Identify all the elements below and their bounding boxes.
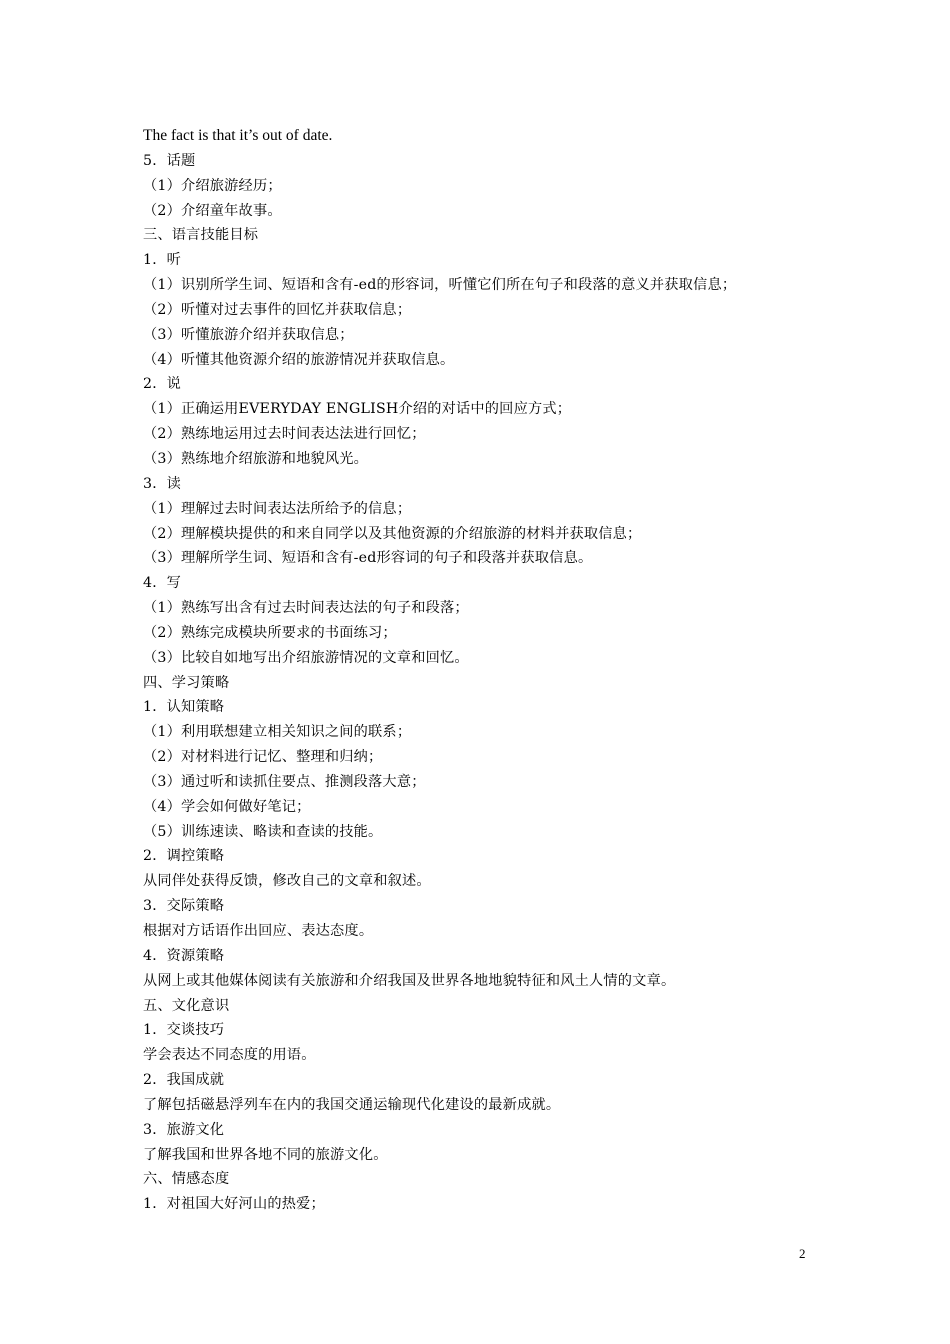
text-line: （3）熟练地介绍旅游和地貌风光。 <box>143 450 369 467</box>
text-line: （2）熟练完成模块所要求的书面练习； <box>143 624 397 641</box>
section-heading: 六、情感态度 <box>143 1171 230 1188</box>
section-heading: 5．话题 <box>143 152 196 169</box>
text-line: （2）对材料进行记忆、整理和归纳； <box>143 749 383 766</box>
text-line: （1）利用联想建立相关知识之间的联系； <box>143 724 412 741</box>
section-heading: 四、学习策略 <box>143 674 230 691</box>
text-line: （2）理解模块提供的和来自同学以及其他资源的介绍旅游的材料并获取信息； <box>143 525 642 542</box>
text-line: 从网上或其他媒体阅读有关旅游和介绍我国及世界各地地貌特征和风土人情的文章。 <box>143 972 676 989</box>
text-line: （2）听懂对过去事件的回忆并获取信息； <box>143 301 412 318</box>
text-line: （3）通过听和读抓住要点、推测段落大意； <box>143 773 426 790</box>
text-line: （1）理解过去时间表达法所给予的信息； <box>143 500 412 517</box>
text-line: 根据对方话语作出回应、表达态度。 <box>143 923 374 939</box>
text-line: 学会表达不同态度的用语。 <box>143 1047 316 1064</box>
text-line: （3）理解所学生词、短语和含有-ed形容词的句子和段落并获取信息。 <box>143 550 593 567</box>
subsection-heading: 2．我国成就 <box>143 1072 225 1089</box>
text-line: 了解包括磁悬浮列车在内的我国交通运输现代化建设的最新成就。 <box>143 1096 561 1113</box>
subsection-heading: 1．认知策略 <box>143 699 225 716</box>
text-line: 1．对祖国大好河山的热爱； <box>143 1196 325 1213</box>
subsection-heading: 3．旅游文化 <box>143 1121 225 1138</box>
text-line: 了解我国和世界各地不同的旅游文化。 <box>143 1146 388 1163</box>
text-line: The fact is that it’s out of date. <box>143 127 333 144</box>
text-line: （4）听懂其他资源介绍的旅游情况并获取信息。 <box>143 351 455 368</box>
text-line: （1）熟练写出含有过去时间表达法的句子和段落； <box>143 600 469 617</box>
subsection-heading: 1．听 <box>143 252 182 269</box>
text-line: （2）熟练地运用过去时间表达法进行回忆； <box>143 426 426 443</box>
text-line: （1）正确运用EVERYDAY ENGLISH介绍的对话中的回应方式； <box>143 401 572 418</box>
subsection-heading: 4．写 <box>143 575 182 592</box>
section-heading: 三、语言技能目标 <box>143 227 259 244</box>
subsection-heading: 3．交际策略 <box>143 898 225 915</box>
text-line: （3）比较自如地写出介绍旅游情况的文章和回忆。 <box>143 649 469 666</box>
subsection-heading: 4．资源策略 <box>143 947 225 964</box>
subsection-heading: 2．调控策略 <box>143 848 225 865</box>
text-line: （3）听懂旅游介绍并获取信息； <box>143 326 354 343</box>
section-heading: 五、文化意识 <box>143 997 230 1014</box>
text-line: 从同伴处获得反馈，修改自己的文章和叙述。 <box>143 873 431 890</box>
text-line: （1）介绍旅游经历； <box>143 177 282 194</box>
subsection-heading: 3．读 <box>143 475 182 492</box>
page-number: 2 <box>799 1246 806 1261</box>
subsection-heading: 2．说 <box>143 376 182 393</box>
subsection-heading: 1．交谈技巧 <box>143 1022 225 1039</box>
text-line: （4）学会如何做好笔记； <box>143 798 311 815</box>
text-line: （2）介绍童年故事。 <box>143 202 282 219</box>
document-body <box>143 124 813 1217</box>
text-line: （5）训练速读、略读和查读的技能。 <box>143 823 383 840</box>
text-line: （1）识别所学生词、短语和含有-ed的形容词，听懂它们所在句子和段落的意义并获取信息； <box>143 277 737 294</box>
